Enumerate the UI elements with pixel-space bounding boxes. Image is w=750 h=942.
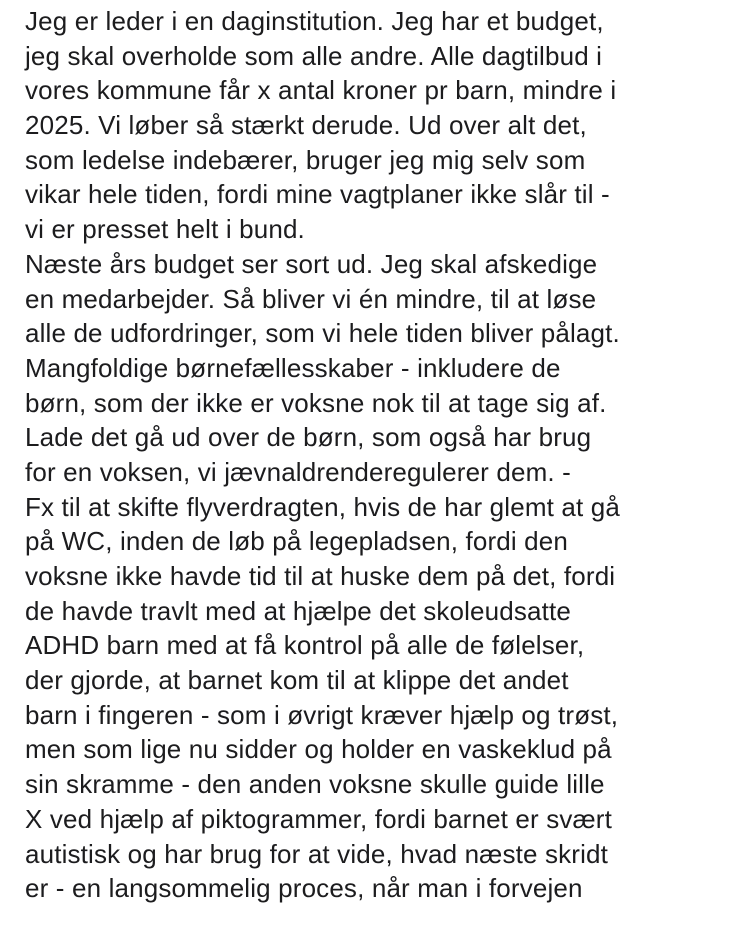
post-line: men som lige nu sidder og holder en vaskeklud på xyxy=(25,734,612,765)
post-line: 2025. Vi løber så stærkt derude. Ud over alt det, xyxy=(25,110,587,141)
post-line: som ledelse indebærer, bruger jeg mig selv som xyxy=(25,144,586,175)
post-line: X ved hjælp af piktogrammer, fordi barnet er svært xyxy=(25,803,612,834)
post-text xyxy=(25,4,747,906)
post-line: sin skramme - den anden voksne skulle guide lille xyxy=(25,769,605,800)
post-line: autistisk og har brug for at vide, hvad næste skridt xyxy=(25,838,608,869)
post-line: for en voksen, vi jævnaldrenderegulerer dem. - xyxy=(25,456,571,487)
post-line: jeg skal overholde som alle andre. Alle dagtilbud i xyxy=(25,40,603,71)
post-line: på WC, inden de løb på legepladsen, fordi den xyxy=(25,526,568,557)
post-line: alle de udfordringer, som vi hele tiden bliver pålagt. xyxy=(25,318,620,349)
post-line: vikar hele tiden, fordi mine vagtplaner ikke slår til - xyxy=(25,179,610,210)
post-line: Mangfoldige børnefællesskaber - inkludere de xyxy=(25,352,561,383)
post-line: vores kommune får x antal kroner pr barn, mindre i xyxy=(25,75,617,106)
post-line: ADHD barn med at få kontrol på alle de følelser, xyxy=(25,630,585,661)
post-line: børn, som der ikke er voksne nok til at tage sig af. xyxy=(25,387,607,418)
post-line: vi er presset helt i bund. xyxy=(25,214,305,245)
post-line: Fx til at skifte flyverdragten, hvis de har glemt at gå xyxy=(25,491,620,522)
post-line: Lade det gå ud over de børn, som også har brug xyxy=(25,422,592,453)
post-line: voksne ikke havde tid til at huske dem på det, fordi xyxy=(25,561,616,591)
post-line: der gjorde, at barnet kom til at klippe det andet xyxy=(25,665,569,696)
post-line: Jeg er leder i en daginstitution. Jeg har et budget, xyxy=(25,6,604,36)
post-line: en medarbejder. Så bliver vi én mindre, til at løse xyxy=(25,283,597,314)
post-line: de havde travlt med at hjælpe det skoleudsatte xyxy=(25,595,572,626)
post-line: Næste års budget ser sort ud. Jeg skal afskedige xyxy=(25,248,598,279)
post-line: barn i fingeren - som i øvrigt kræver hjælp og trøst, xyxy=(25,699,619,730)
post-line: er - en langsommelig proces, når man i forvejen xyxy=(25,873,583,904)
